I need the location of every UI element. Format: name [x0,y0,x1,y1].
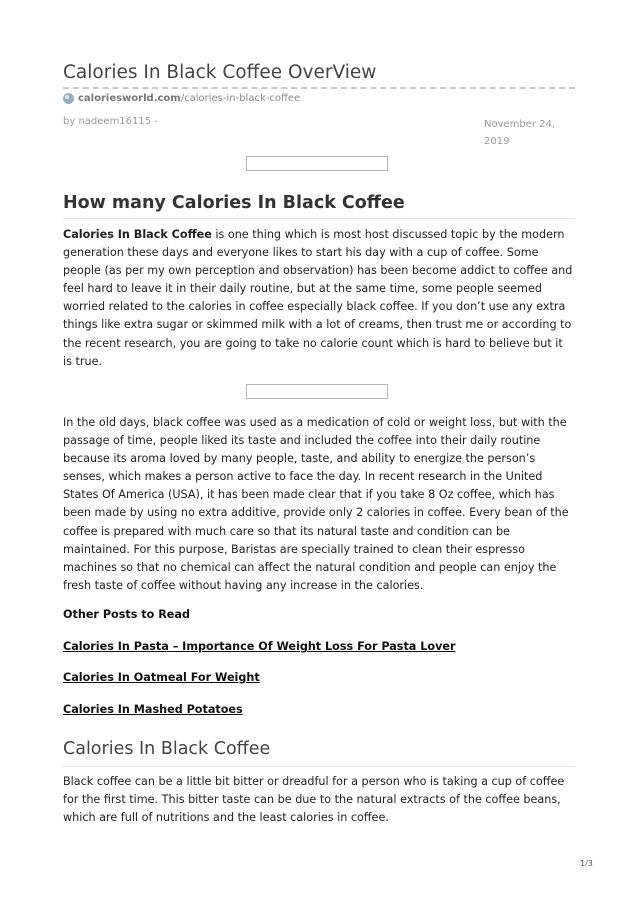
post-link[interactable]: Calories In Mashed Potatoes [63,703,243,716]
body-paragraph: Black coffee can be a little bit bitter or dreadful for a person who is taking a cup of coffee for the first time. This bitter taste can be due to the natural extracts of the coffee beans, which are full of nutritions and the least calories in coffee. [63,775,565,825]
intro-text: is one thing which is most host discussed topic by the modern generation these days and everyone likes to start his day with a cup of coffee. Some people (as per my own perception and observation) has been become addict to coffee and feel hard to leave it in their daily routine, but at the same time, some people seemed worried related to the calories in coffee especially black coffee. If you don’t use any extra things like extra sugar or skimmed milk with a lot of creams, then trust me or according to the recent research, you are going to take no calorie count which is hard to believe but it is true. [63,228,573,368]
heading-divider [63,218,575,219]
ad-placeholder [246,156,388,171]
section-heading: How many Calories In Black Coffee [63,193,405,213]
post-link[interactable]: Calories In Pasta – Importance Of Weight Loss For Pasta Lover [63,640,456,653]
page-number: 1/3 [580,859,593,868]
publish-date: November 24, 2019 [484,119,556,147]
page-title: Calories In Black Coffee OverView [63,62,377,83]
body-paragraph: In the old days, black coffee was used as a medication of cold or weight loss, but with the passage of time, people liked its taste and included the coffee into their daily routine because its aroma loved by many people, taste, and ability to energize the person’s senses, which makes a person active to face the day. In recent research in the United States Of America (USA), it has been made clear that if you take 8 Oz coffee, which has been made by using no extra additive, provide only 2 calories in coffee. Every bean of the coffee is prepared with much care so that its natural taste and condition can be maintained. For this purpose, Baristas are specially trained to clean their espresso machines so that no chemical can affect the natural condition and people can enjoy the fresh taste of coffee without having any increase in the calories. [63,416,569,592]
source-path: /calories-in-black-coffee [180,93,301,104]
intro-paragraph [63,226,575,371]
intro-bold: Calories In Black Coffee [63,228,212,241]
source-domain: caloriesworld.com [78,93,181,104]
section-heading: Calories In Black Coffee [63,739,271,759]
ad-placeholder [246,384,388,399]
other-posts-label: Other Posts to Read [63,608,190,621]
title-divider [63,87,575,89]
globe-icon [63,93,74,104]
byline: by nadeem16115 - [63,116,158,127]
source-url[interactable] [63,93,300,104]
heading-divider [63,766,575,767]
post-link[interactable]: Calories In Oatmeal For Weight [63,671,260,684]
